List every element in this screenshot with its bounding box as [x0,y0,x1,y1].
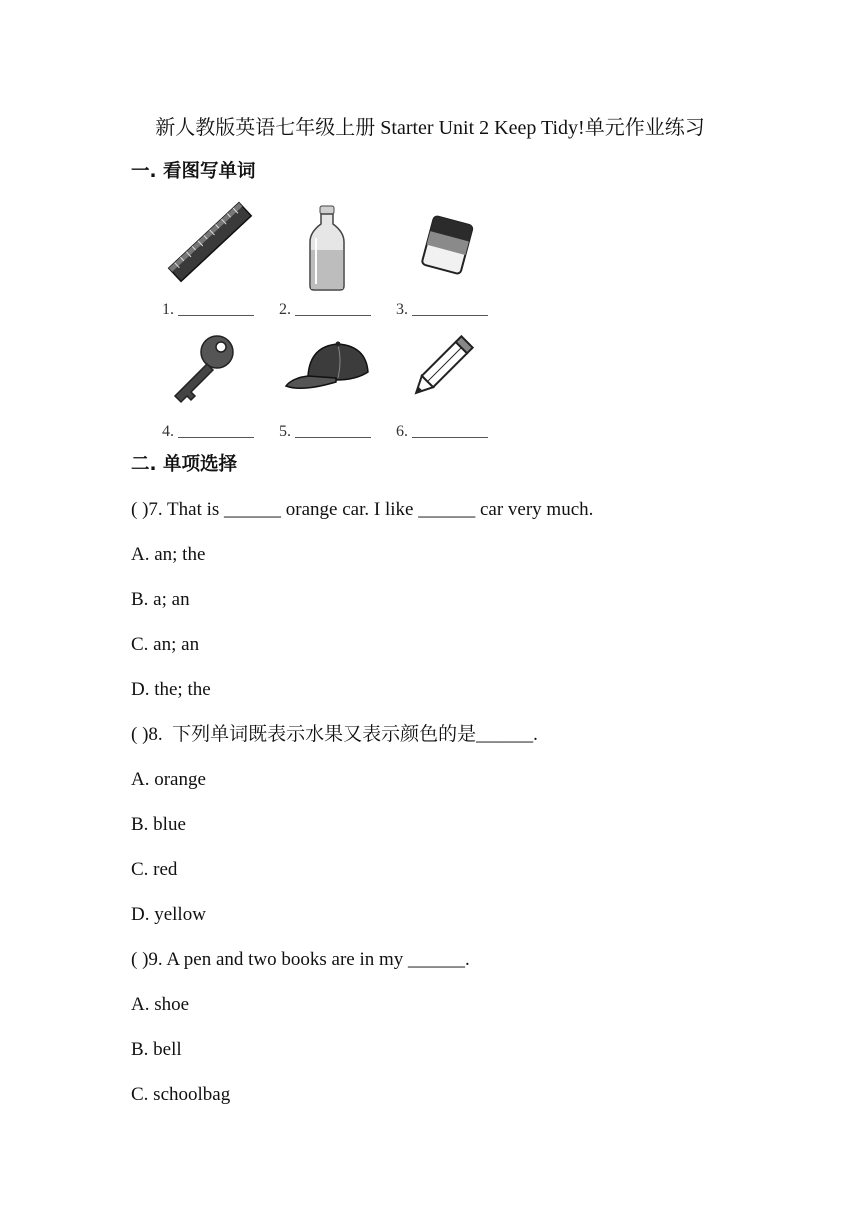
answer-blank-5[interactable]: 5. [279,423,371,441]
question-9-option-c[interactable]: C. schoolbag [131,1084,231,1105]
picture-item-2 [272,198,382,316]
question-7-stem: ( )7. That is ______ orange car. I like ______ car very much. [131,499,594,520]
answer-blank-1[interactable]: 1. [162,301,254,319]
question-8-option-c[interactable]: C. red [131,859,178,880]
answer-blank-6[interactable]: 6. [396,423,488,441]
pencil-icon [389,320,499,416]
bottle-icon [272,198,382,294]
picture-word-grid [155,198,515,438]
page-title: 新人教版英语七年级上册 Starter Unit 2 Keep Tidy!单元作业练习 [155,117,705,139]
section-heading-picture-words: 一. 看图写单词 [131,161,256,182]
question-9-option-a[interactable]: A. shoe [131,994,190,1015]
picture-item-5 [272,320,382,438]
question-8-option-b[interactable]: B. blue [131,814,186,835]
answer-blank-3[interactable]: 3. [396,301,488,319]
question-7-option-c[interactable]: C. an; an [131,634,200,655]
picture-item-6 [389,320,499,438]
picture-item-4 [155,320,265,438]
picture-item-1 [155,198,265,316]
question-7-option-a[interactable]: A. an; the [131,544,206,565]
answer-blank-4[interactable]: 4. [162,423,254,441]
cap-icon [272,320,382,416]
question-9-option-b[interactable]: B. bell [131,1039,182,1060]
question-8-option-d[interactable]: D. yellow [131,904,206,925]
answer-blank-2[interactable]: 2. [279,301,371,319]
question-8-option-a[interactable]: A. orange [131,769,206,790]
picture-item-3 [389,198,499,316]
key-icon [155,320,265,416]
section-heading-multiple-choice: 二. 单项选择 [131,454,237,475]
question-9-stem: ( )9. A pen and two books are in my ______. [131,949,470,970]
ruler-icon [155,198,265,294]
question-7-option-d[interactable]: D. the; the [131,679,211,700]
question-7-option-b[interactable]: B. a; an [131,589,190,610]
eraser-icon [389,198,499,294]
question-8-stem: ( )8. 下列单词既表示水果又表示颜色的是______. [131,724,538,745]
